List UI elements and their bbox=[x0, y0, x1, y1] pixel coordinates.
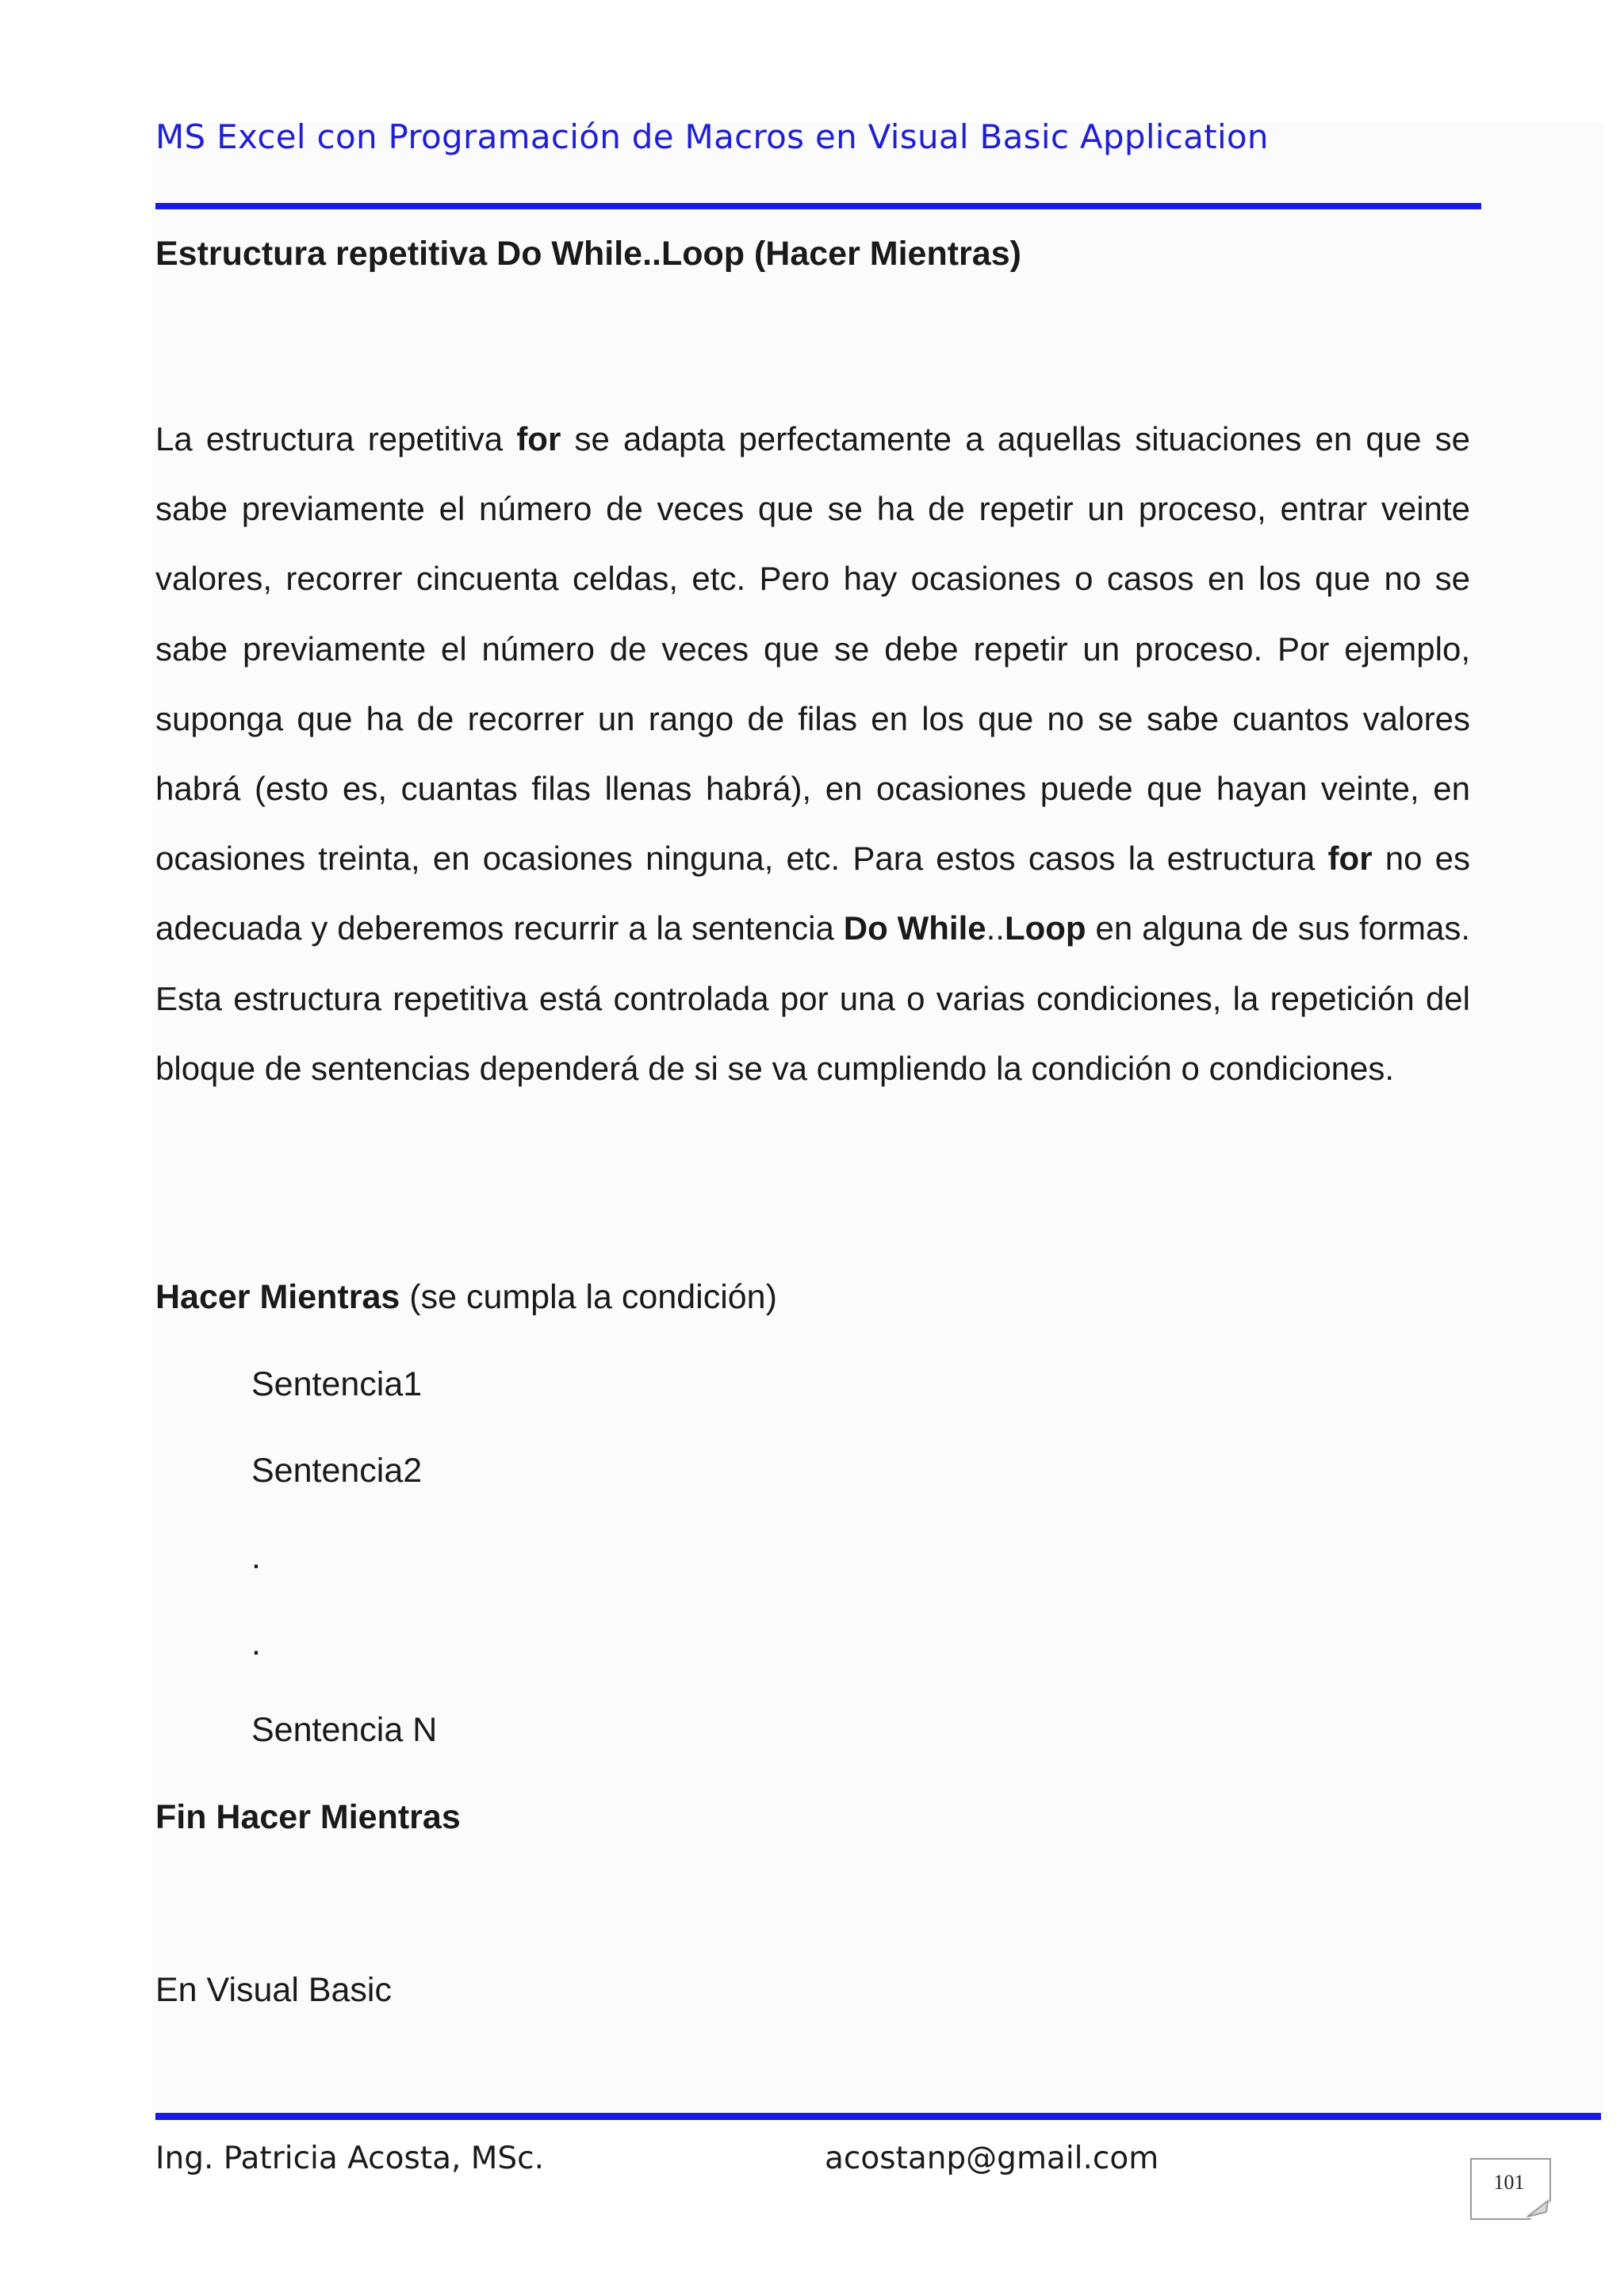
document-header-title: MS Excel con Programación de Macros en Visual Basic Application bbox=[155, 117, 1269, 156]
pseudocode-start-keyword: Hacer Mientras bbox=[155, 1278, 400, 1316]
paragraph-text: en alguna de sus formas. Esta estructura repetitiva está controlada por una o varias condiciones, la repetición del bloque de sentencias dependerá de si se va cumpliendo la condición o condiciones. bbox=[155, 909, 1470, 1087]
keyword-loop: Loop bbox=[1004, 909, 1086, 947]
pseudocode-line: . bbox=[251, 1538, 261, 1576]
pseudocode-start-condition: (se cumpla la condición) bbox=[400, 1278, 777, 1316]
section-heading: Estructura repetitiva Do While..Loop (Hacer Mientras) bbox=[155, 235, 1021, 273]
pseudocode-line: Sentencia1 bbox=[251, 1365, 423, 1403]
pseudocode-end: Fin Hacer Mientras bbox=[155, 1798, 461, 1836]
body-paragraph bbox=[155, 404, 1470, 1104]
keyword-for: for bbox=[516, 420, 561, 457]
footer-email: acostanp@gmail.com bbox=[825, 2141, 1159, 2176]
paragraph-text: no es adecuada y deberemos recurrir a la sentencia bbox=[155, 840, 1470, 947]
footer-author: Ing. Patricia Acosta, MSc. bbox=[155, 2141, 545, 2176]
page-corner-fold-icon bbox=[1526, 2199, 1549, 2218]
footer-rule bbox=[155, 2113, 1601, 2120]
keyword-for: for bbox=[1327, 840, 1373, 878]
pseudocode-start bbox=[155, 1278, 777, 1317]
visual-basic-label: En Visual Basic bbox=[155, 1971, 392, 2009]
keyword-do-while: Do While bbox=[843, 909, 986, 947]
header-rule bbox=[155, 203, 1481, 209]
pseudocode-line: Sentencia N bbox=[251, 1711, 438, 1749]
paragraph-text: La estructura repetitiva bbox=[155, 420, 517, 457]
pseudocode-line: Sentencia2 bbox=[251, 1452, 423, 1490]
paragraph-text: se adapta perfectamente a aquellas situaciones en que se sabe previamente el número de veces que se ha de repetir un proceso, entrar veinte valores, recorrer cincuenta celdas, etc. Pero hay ocasiones o casos en los que no se sabe previamente el número de veces que se debe repetir un proceso. Por ejemplo, suponga que ha de recorrer un rango de filas en los que no se sabe cuantos valores habrá (esto es, cuantas filas llenas habrá), en ocasiones puede que hayan veinte, en ocasiones treinta, en ocasiones ninguna, etc. Para estos casos la estructura bbox=[155, 420, 1470, 878]
keyword-dots: .. bbox=[986, 909, 1005, 947]
page-number: 101 bbox=[1493, 2171, 1525, 2194]
pseudocode-line: . bbox=[251, 1624, 261, 1663]
